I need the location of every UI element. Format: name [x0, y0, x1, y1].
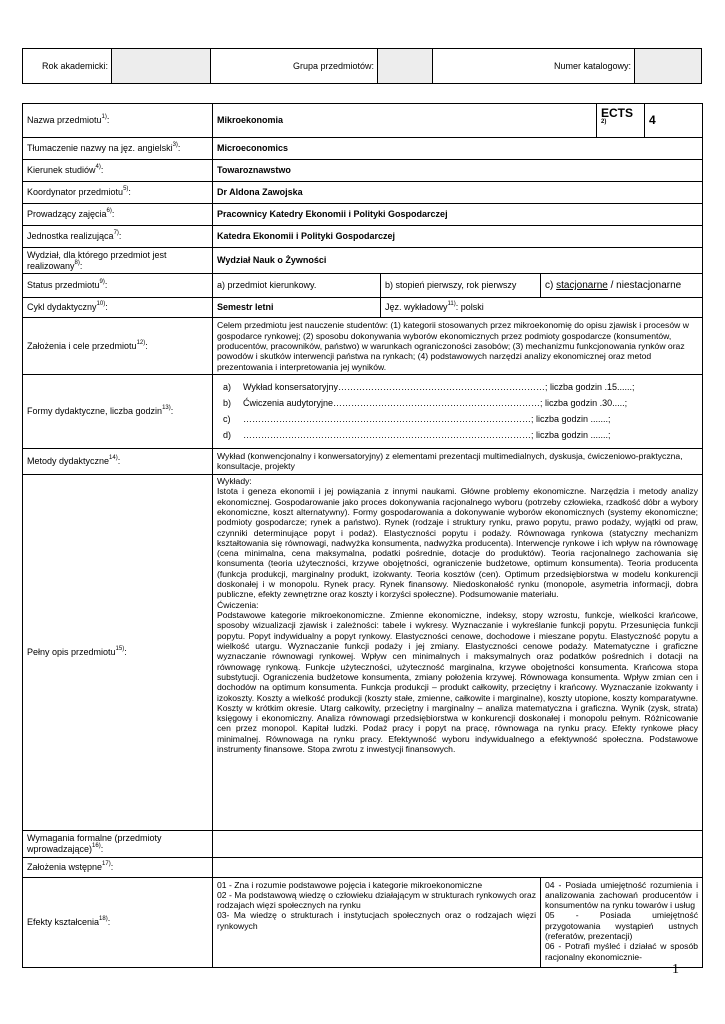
- desc-exercises: Podstawowe kategorie mikroekonomiczne. Zmienne ekonomiczne, indeksy, stopy wzrostu, funkcje, wielkości krańcowe, sposoby wizualizacji zjawisk i zależności: tabele i wykresy. Wyznaczanie i wykreślanie funkcji popytu. Przesunięcia funkcji popytu. Popyt indywidualny a popyt rynkowy. Elastyczności cenowe, dochodowe i mieszane popytu. Elastyczność popytu a wielkość utargu. Wyznaczanie funkcji podaży i jej zmiany. Elastyczności cenowe podaży. Matematyczne i graficzne wyznaczanie równowagi rynkowej. Wpływ cen minimalnych i maksymalnych oraz podatków pośrednich i dotacji na równowagę rynkową. Funkcje użyteczności, użyteczność marginalna, krzywe obojętności konsumenta. Krańcowa stopa substytucji. Ograniczenia budżetowe konsumenta, zmiany położenia krzywej. Równowaga konsumenta. Wpływ zmian cen i dochodów na optimum konsumenta. Funkcja produkcji – produkt całkowity, przeciętny i krańcowy. Wyznaczanie izokwanty i izokoszty. Koszty a wielkość produkcji (koszty stałe, zmienne, całkowite i marginalne), koszty utopione, koszty komparatywne. Koszty w krótkim okresie. Utarg całkowity, przeciętny i marginalny – analiza matematyczna i graficzna. Wynik (zysk, strata) księgowy i ekonomiczny. Analiza równowagi przedsiębiorstwa w konkurencji doskonałej i monopolu pełnym. Różnicowanie cen przez monopol. Kapitał ludzki. Podaż pracy i popyt na pracę, równowaga na rynku pracy. Efekty rynkowe płacy minimalnej. Równowaga na rynku pracy. Efektywność wyboru indywidualnego a efektywność społeczna. Podstawowe instrumenty finansowe. Stopa zwrotu z inwestycji finansowych.: [217, 610, 699, 755]
- page-number: 1: [672, 962, 679, 977]
- status-c: c) stacjonarne / niestacjonarne: [541, 274, 703, 298]
- forms-cell: [213, 374, 703, 448]
- coordinator-value: Dr Aldona Zawojska: [213, 181, 703, 203]
- outcomes-right: [541, 877, 703, 967]
- cycle-value: Semestr letni: [213, 298, 381, 318]
- catalog-label: Numer katalogowy:: [433, 49, 635, 84]
- desc-value: [213, 474, 703, 830]
- outcome-item: 04 - Posiada umiejętność rozumienia i analizowania zachowań producentów i konsumentów na rynku towarów i usług: [545, 879, 699, 911]
- header-table: [22, 48, 702, 84]
- prereq-label: Założenia wstępne$^{17)}$:: [23, 857, 213, 877]
- reqs-value: [213, 830, 703, 857]
- translation-label: Tłumaczenie nazwy na jęz. angielski$^{3)}$:: [23, 137, 213, 159]
- direction-value: Towaroznawstwo: [213, 159, 703, 181]
- group-label: Grupa przedmiotów:: [211, 49, 378, 84]
- forms-label: Formy dydaktyczne, liczba godzin$^{13)}$:: [23, 374, 213, 448]
- coordinator-label: Koordynator przedmiotu$^{5)}$:: [23, 181, 213, 203]
- lang-cell: Jęz. wykładowy$^{11)}$: polski: [381, 298, 703, 318]
- row-name: [23, 104, 703, 138]
- outcome-item: 06 - Potrafi myśleć i działać w sposób racjonalny ekonomicznie-: [545, 941, 699, 962]
- goals-value: Celem przedmiotu jest nauczenie studentów: (1) kategorii stosowanych przez mikroekonomię do opisu zjawisk i procesów w gospodarce rynkowej; (2) sposobu dokonywania wyborów ekonomicznych przez podmioty gospodarcze (konsumentów, producentów, pracowników, państwo) w warunkach ograniczoności zasobów; (3) mechanizmu funkcjonowania rynków oraz powodów i skutków interwencji państwa na rynkach; (4) podstawowych narzędzi analizy ekonomicznej oraz metod prezentowania i interpretowania jej wyników.: [213, 318, 703, 375]
- outcome-item: 03- Ma wiedzę o strukturach i instytucjach społecznych oraz o rodzajach więzi rynkowych: [217, 910, 536, 931]
- methods-value: Wykład (konwencjonalny i konwersatoryjny) z elementami prezentacji multimedialnych, dyskusja, ćwiczeniowo-praktyczna, konsultacje, projekty: [213, 448, 703, 474]
- year-label: Rok akademicki:: [23, 49, 112, 84]
- status-a: a) przedmiot kierunkowy.: [213, 274, 381, 298]
- catalog-value[interactable]: [635, 49, 702, 84]
- outcome-item: 05 - Posiada umiejętność przygotowania wystąpień ustnych (referatów, prezentacji): [545, 910, 699, 942]
- outcome-item: 01 - Zna i rozumie podstawowe pojęcia i kategorie mikroekonomiczne: [217, 879, 483, 890]
- status-b: b) stopień pierwszy, rok pierwszy: [381, 274, 541, 298]
- form-item: c) ……………………………………………………………………………………; liczba godzin .......;: [223, 414, 611, 425]
- form-item: a) Wykład konsersatoryjny……………………………………………………………; liczba godzin .15......;: [223, 382, 635, 393]
- desc-lectures: Istota i geneza ekonomii i jej powiązania z innymi naukami. Główne problemy ekonomiczne. Narzędzia i metody analizy ekonomicznej. Gospodarowanie jako proces dokonywania racjonalnego wyboru (potrzeby człowieka, rzadkość dóbr a wybory ekonomiczne, koszt alternatywny). Formy gospodarowania a dokonywanie wyborów ekonomicznych (systemy ekonomiczne; podmioty gospodarcze; rynek a państwo). Rynek (rodzaje i struktury rynku, prawo popytu, prawo podaży, wyjątki od praw, czynniki determinujące popyt i podaż). Elastyczności popytu i podaży. Równowaga rynkowa (statyczny mechanizm kształtowania się równowagi, nadwyżka konsumenta, nadwyżka producenta). Interwencje rynkowe i ich wpływ na równowagę (cena minimalna, cena maksymalna, podatki pośrednie, dotacje do produktów). Teoria racjonalnego zachowania się konsumenta (teoria użyteczności, krzywe obojętności, ograniczenie budżetowe, optimum konsumenta). Teoria producenta (funkcja produkcji, marginalny produkt, izokwanty. Teoria kosztów (cen). Optimum przedsiębiorstwa w modelu konkurencji doskonałej i w monopolu. Rynek pracy. Rynek finansowy. Niedoskonałość rynku (monopole, asymetria informacji, dobra publiczne, efekty zewnętrzne oraz koszty i korzyści społeczne). Podsumowanie materiału.: [217, 486, 699, 600]
- name-label: Nazwa przedmiotu$^{1)}$:: [23, 104, 213, 138]
- prereq-value: [213, 857, 703, 877]
- translation-value: Microeconomics: [213, 137, 703, 159]
- status-c-selected: stacjonarne: [556, 279, 608, 291]
- outcome-item: 02 - Ma podstawową wiedzę o człowieku działającym w strukturach rynkowych oraz rodzajach więzi społecznych na rynku: [217, 889, 536, 911]
- name-value: Mikroekonomia: [213, 104, 597, 138]
- course-table: [22, 103, 703, 968]
- faculty-label: Wydział, dla którego przedmiot jest realizowany$^{8)}$:: [23, 247, 213, 274]
- forms-list: [217, 379, 698, 443]
- group-value[interactable]: [378, 49, 433, 84]
- reqs-label: Wymagania formalne (przedmioty wprowadzające)$^{16)}$:: [23, 830, 213, 857]
- form-item: d) ……………………………………………………………………………………; liczba godzin .......;: [223, 430, 611, 441]
- desc-label: Pełny opis przedmiotu$^{15)}$:: [23, 474, 213, 830]
- unit-value: Katedra Ekonomii i Polityki Gospodarczej: [213, 225, 703, 247]
- teachers-label: Prowadzący zajęcia$^{6)}$:: [23, 203, 213, 225]
- outcomes-label: Efekty kształcenia$^{18)}$:: [23, 877, 213, 967]
- form-item: b) Ćwiczenia audytoryjne……………………………………………………………; liczba godzin .30.....;: [223, 398, 628, 409]
- goals-label: Założenia i cele przedmiotu$^{12)}$:: [23, 318, 213, 375]
- year-value[interactable]: [112, 49, 211, 84]
- direction-label: Kierunek studiów$^{4)}$:: [23, 159, 213, 181]
- unit-label: Jednostka realizująca$^{7)}$:: [23, 225, 213, 247]
- teachers-value: Pracownicy Katedry Ekonomii i Polityki Gospodarczej: [213, 203, 703, 225]
- desc-lectures-head: Wykłady:: [217, 475, 252, 486]
- methods-label: Metody dydaktyczne$^{14)}$:: [23, 448, 213, 474]
- faculty-value: Wydział Nauk o Żywności: [213, 247, 703, 274]
- status-label: Status przedmiotu$^{9)}$:: [23, 274, 213, 298]
- ects-label: ECTS $^{2)}$: [597, 104, 645, 138]
- cycle-label: Cykl dydaktyczny$^{10)}$:: [23, 298, 213, 318]
- desc-exercises-head: Ćwiczenia:: [217, 599, 259, 610]
- ects-value: 4: [645, 104, 703, 138]
- outcomes-left: [213, 877, 541, 967]
